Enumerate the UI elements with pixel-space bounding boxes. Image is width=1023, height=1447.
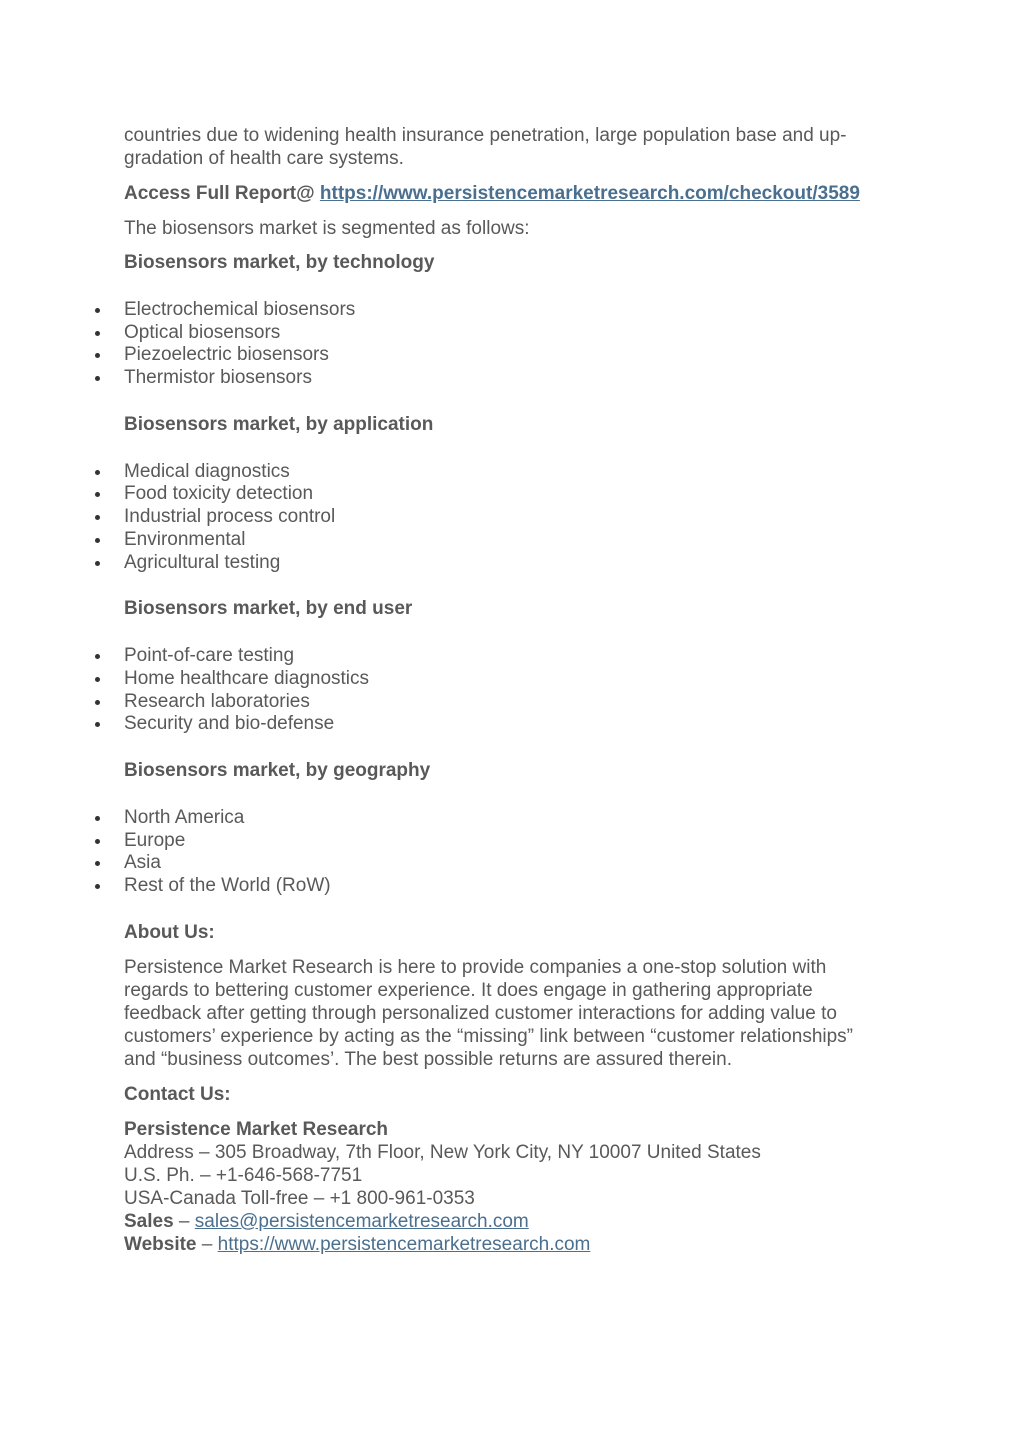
- contact-phone: U.S. Ph. – +1-646-568-7751: [124, 1164, 363, 1186]
- bullet-icon: [95, 331, 100, 336]
- document-body: [124, 124, 904, 1256]
- sales-email-link[interactable]: sales@persistencemarketresearch.com: [194, 1210, 529, 1232]
- sales-label: Sales: [124, 1210, 174, 1232]
- list-item: [124, 806, 904, 829]
- about-line: and “business outcomes’. The best possible returns are assured therein.: [124, 1048, 732, 1070]
- list-item: [124, 343, 904, 366]
- list-item-label: Rest of the World (RoW): [124, 875, 331, 896]
- list-item-label: Medical diagnostics: [124, 460, 290, 482]
- list-item-label: Point-of-care testing: [124, 645, 295, 667]
- intro-line: gradation of health care systems.: [124, 148, 404, 169]
- list-item-label: Thermistor biosensors: [124, 367, 312, 389]
- geography-list: [124, 806, 904, 897]
- bullet-icon: [95, 492, 100, 497]
- application-list: [124, 460, 904, 573]
- list-item: [124, 528, 904, 551]
- website-separator: –: [196, 1233, 218, 1255]
- website-label: Website: [124, 1233, 197, 1255]
- about-line: regards to bettering customer experience. It does engage in gathering appropriate: [124, 979, 813, 1001]
- contact-heading: Contact Us:: [124, 1083, 231, 1105]
- bullet-icon: [95, 816, 100, 821]
- segmented-intro: The biosensors market is segmented as follows:: [124, 218, 530, 239]
- bullet-icon: [95, 353, 100, 358]
- list-item: [124, 712, 904, 735]
- list-item-label: North America: [124, 806, 245, 828]
- bullet-icon: [95, 515, 100, 520]
- section-heading-geography: Biosensors market, by geography: [124, 759, 431, 781]
- intro-paragraph: [124, 124, 904, 170]
- company-name: Persistence Market Research: [124, 1118, 389, 1140]
- list-item-label: Electrochemical biosensors: [124, 299, 356, 320]
- about-line: Persistence Market Research is here to provide companies a one-stop solution with: [124, 956, 827, 978]
- bullet-icon: [95, 538, 100, 543]
- technology-list: [124, 298, 904, 389]
- section-heading-technology: Biosensors market, by technology: [124, 252, 435, 273]
- section-heading-application: Biosensors market, by application: [124, 413, 434, 435]
- bullet-icon: [95, 884, 100, 889]
- list-item: [124, 321, 904, 344]
- bullet-icon: [95, 722, 100, 727]
- list-item: [124, 874, 904, 897]
- list-item-label: Food toxicity detection: [124, 483, 314, 505]
- list-item: [124, 644, 904, 667]
- list-item-label: Research laboratories: [124, 690, 310, 712]
- list-item: [124, 690, 904, 713]
- list-item-label: Security and bio-defense: [124, 713, 335, 735]
- bullet-icon: [95, 654, 100, 659]
- bullet-icon: [95, 839, 100, 844]
- access-report-line: [124, 182, 904, 205]
- intro-line: countries due to widening health insurance penetration, large population base and up-: [124, 125, 847, 146]
- list-item-label: Agricultural testing: [124, 551, 281, 573]
- contact-website-line: [124, 1233, 904, 1256]
- list-item-label: Industrial process control: [124, 506, 336, 528]
- list-item-label: Environmental: [124, 528, 246, 550]
- list-item: [124, 551, 904, 574]
- contact-tollfree: USA-Canada Toll-free – +1 800-961-0353: [124, 1187, 475, 1209]
- about-heading: About Us:: [124, 921, 215, 943]
- list-item: [124, 298, 904, 321]
- list-item-label: Piezoelectric biosensors: [124, 344, 329, 366]
- list-item-label: Home healthcare diagnostics: [124, 667, 370, 689]
- bullet-icon: [95, 308, 100, 313]
- about-line: feedback after getting through personalized customer interactions for adding value to: [124, 1002, 837, 1024]
- list-item-label: Europe: [124, 829, 186, 851]
- access-report-link[interactable]: https://www.persistencemarketresearch.com/checkout/3589: [319, 183, 860, 204]
- list-item: [124, 851, 904, 874]
- contact-address: Address – 305 Broadway, 7th Floor, New York City, NY 10007 United States: [124, 1141, 761, 1163]
- list-item: [124, 460, 904, 483]
- end-user-list: [124, 644, 904, 735]
- sales-separator: –: [173, 1210, 195, 1232]
- list-item: [124, 482, 904, 505]
- access-report-label: Access Full Report@: [124, 183, 320, 204]
- bullet-icon: [95, 700, 100, 705]
- list-item: [124, 829, 904, 852]
- bullet-icon: [95, 470, 100, 475]
- website-link[interactable]: https://www.persistencemarketresearch.com: [217, 1233, 591, 1255]
- bullet-icon: [95, 677, 100, 682]
- list-item: [124, 366, 904, 389]
- contact-sales-line: [124, 1210, 904, 1233]
- list-item: [124, 505, 904, 528]
- list-item-label: Optical biosensors: [124, 321, 281, 343]
- list-item-label: Asia: [124, 852, 161, 874]
- about-paragraph: [124, 956, 904, 1071]
- contact-block: [124, 1118, 904, 1256]
- bullet-icon: [95, 561, 100, 566]
- bullet-icon: [95, 376, 100, 381]
- section-heading-end-user: Biosensors market, by end user: [124, 598, 413, 620]
- bullet-icon: [95, 861, 100, 866]
- about-line: customers’ experience by acting as the “missing” link between “customer relationships”: [124, 1025, 853, 1047]
- list-item: [124, 667, 904, 690]
